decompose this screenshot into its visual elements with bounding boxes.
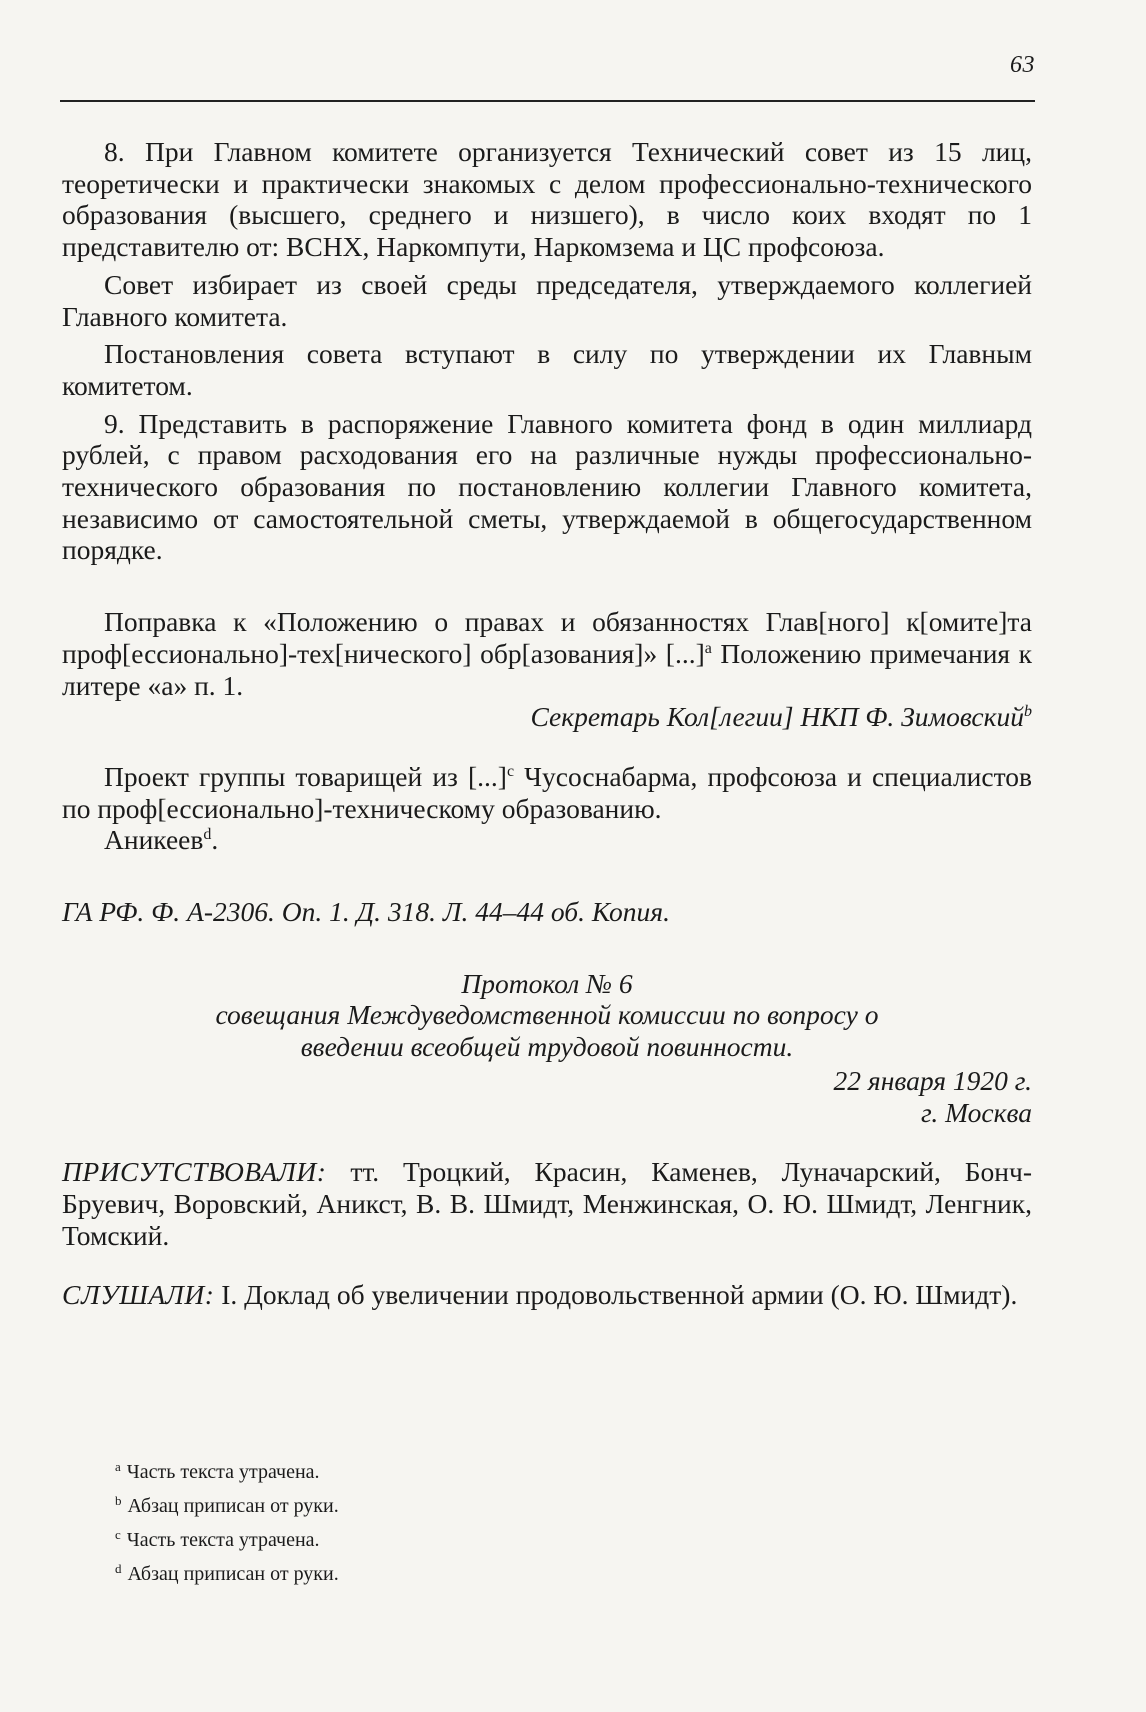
protocol-date: 22 января 1920 г. (833, 1064, 1032, 1096)
paragraph-item-9: 9. Представить в распоряжение Главного комитета фонд в один миллиард рублей, с правом расходования его на различные нужды профессионально-технического образования по постановлению коллегии Главного комитета, независимо от самостоятельной сметы, утверждаемой в общегосударственном порядке. (62, 407, 1032, 566)
protocol-city: г. Москва (921, 1096, 1032, 1128)
footnote-text: Абзац приписан от руки. (127, 1563, 339, 1585)
footnote-mark: b (115, 1493, 122, 1508)
footnote-ref-b: b (1024, 703, 1032, 721)
heard-label: СЛУШАЛИ: (62, 1279, 215, 1311)
footnote-ref-d: d (203, 826, 212, 844)
signature-text: Секретарь Кол[легии] НКП Ф. Зимовский (530, 701, 1024, 733)
footnote-text: Часть текста утрачена. (126, 1529, 320, 1551)
heard-text: I. Доклад об увеличении продовольственной армии (О. Ю. Шмидт). (214, 1279, 1018, 1311)
protocol-subtitle: совещания Междуведомственной комиссии по вопросу о введении всеобщей трудовой повинности. (215, 999, 879, 1063)
paragraph-council-resolutions: Постановления совета вступают в силу по утверждении их Главным комитетом. (62, 338, 1032, 401)
paragraph-heard (62, 1279, 1032, 1311)
project-text-part2: Чусоснабарма, профсоюза и специалистов по проф[ессионально]-техническому образованию. (62, 760, 1032, 824)
footnote-mark: c (115, 1527, 121, 1542)
paragraph-project (62, 761, 1032, 824)
amendment-text-part1: Поправка к «Положению о правах и обязанностях Глав[ного] к[омите]та проф[ессионально]-тех[нического] обр[азования]» [...] (62, 606, 1032, 669)
header-rule (60, 100, 1035, 102)
protocol-title: Протокол № 6 (461, 967, 633, 999)
footnote-d (115, 1557, 915, 1591)
anikeev-name: Аникеев (104, 824, 204, 856)
archive-reference: ГА РФ. Ф. А-2306. Оп. 1. Д. 318. Л. 44–44 об. Копия. (62, 896, 670, 928)
footnote-ref-c: c (506, 762, 515, 780)
footnote-mark: d (115, 1561, 122, 1576)
footnote-ref-a: a (704, 639, 712, 657)
footnote-text: Абзац приписан от руки. (127, 1495, 339, 1517)
signature-line (62, 701, 1032, 733)
footnotes (115, 1455, 915, 1591)
present-text: тт. Троцкий, Красин, Каменев, Луначарский, Бонч-Бруевич, Воровский, Аникст, В. В. Шмидт, Менжинская, О. Ю. Шмидт, Ленгник, Томский. (62, 1156, 1032, 1251)
amendment-text-part2: Положению примечания к литере «а» п. 1. (62, 637, 1032, 701)
signature-anikeev (62, 824, 1032, 856)
footnote-c (115, 1523, 915, 1557)
page-number: 63 (1010, 52, 1035, 78)
paragraph-amendment (62, 606, 1032, 701)
footnote-mark: a (115, 1459, 121, 1474)
paragraph-item-8: 8. При Главном комитете организуется Технический совет из 15 лиц, теоретически и практически знакомых с делом профессионально-технического образования (высшего, среднего и низшего), в число коих входят по 1 представителю от: ВСНХ, Наркомпути, Наркомзема и ЦС профсоюза. (62, 136, 1032, 263)
page-body (62, 136, 1032, 1311)
paragraph-council-chair: Совет избирает из своей среды председателя, утверждаемого коллегией Главного комитета. (62, 268, 1032, 332)
paragraph-present (62, 1156, 1032, 1251)
footnote-b (115, 1489, 915, 1523)
anikeev-dot: . (211, 824, 219, 856)
project-text-part1: Проект группы товарищей из [...] (104, 760, 507, 792)
footnote-text: Часть текста утрачена. (126, 1461, 320, 1483)
footnote-a (115, 1455, 915, 1489)
present-label: ПРИСУТСТВОВАЛИ: (62, 1156, 327, 1188)
